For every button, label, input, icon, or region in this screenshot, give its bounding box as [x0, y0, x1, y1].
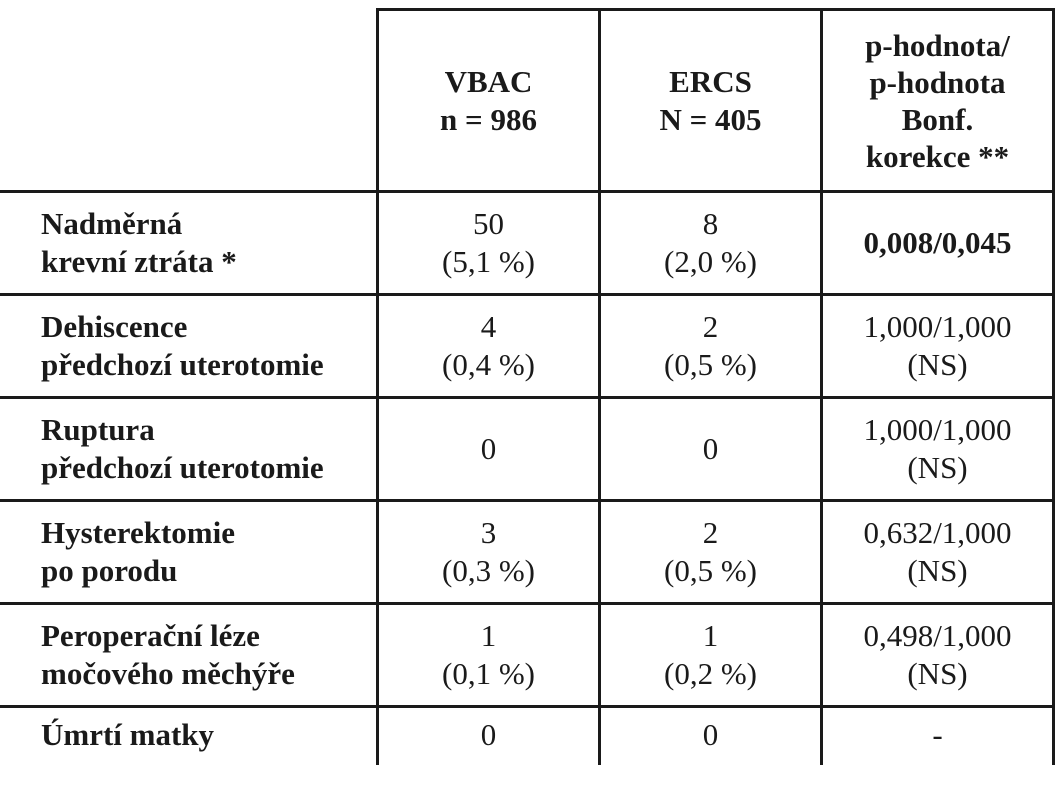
ercs-cell [600, 192, 822, 295]
vbac-cell [378, 295, 600, 398]
p-value-cell [822, 398, 1054, 501]
table-row [2, 398, 1054, 501]
p-significance: (NS) [907, 347, 968, 382]
row-label [2, 604, 378, 707]
results-table [0, 8, 1055, 765]
table-row [2, 604, 1054, 707]
row-label [2, 295, 378, 398]
p-value: - [932, 717, 943, 752]
p-value-cell [822, 192, 1054, 295]
row-label-line-2: předchozí uterotomie [41, 450, 324, 485]
header-p-line-3: Bonf. [901, 101, 974, 137]
header-ercs-line-1: ERCS [669, 63, 752, 99]
row-label-line-1: Nadměrná [41, 206, 183, 241]
ercs-cell [600, 398, 822, 501]
ercs-cell [600, 707, 822, 764]
header-p-value [822, 10, 1054, 192]
header-empty-cell [2, 10, 378, 192]
row-label [2, 501, 378, 604]
p-value-cell [822, 295, 1054, 398]
header-vbac-line-2: n = 986 [440, 101, 537, 137]
header-ercs-line-2: N = 405 [659, 101, 762, 137]
row-label [2, 398, 378, 501]
header-vbac-line-1: VBAC [444, 63, 533, 99]
vbac-count: 50 [473, 206, 504, 241]
vbac-percent: (0,4 %) [442, 347, 535, 382]
header-vbac [378, 10, 600, 192]
p-value: 0,498/1,000 [863, 618, 1012, 653]
ercs-count: 0 [702, 717, 719, 752]
table-row [2, 707, 1054, 764]
vbac-count: 4 [480, 309, 497, 344]
header-p-line-2: p-hodnota [869, 64, 1006, 100]
row-label-line-1: Hysterektomie [41, 515, 235, 550]
row-label-line-1: Dehiscence [41, 309, 188, 344]
header-p-line-4: korekce ** [865, 138, 1010, 174]
table-row [2, 192, 1054, 295]
p-value: 1,000/1,000 [863, 309, 1012, 344]
vbac-cell [378, 398, 600, 501]
p-value: 1,000/1,000 [863, 412, 1012, 447]
row-label [2, 192, 378, 295]
ercs-count: 2 [702, 515, 719, 550]
row-label-line-2: močového měchýře [41, 656, 295, 691]
p-value: 0,008/0,045 [863, 225, 1012, 260]
ercs-percent: (0,2 %) [664, 656, 757, 691]
p-value-cell [822, 707, 1054, 764]
vbac-cell [378, 501, 600, 604]
ercs-cell [600, 501, 822, 604]
ercs-count: 1 [702, 618, 719, 653]
vbac-percent: (5,1 %) [442, 244, 535, 279]
ercs-percent: (2,0 %) [664, 244, 757, 279]
p-value-cell [822, 604, 1054, 707]
table-header-row [2, 10, 1054, 192]
ercs-count: 8 [702, 206, 719, 241]
table-row [2, 501, 1054, 604]
vbac-cell [378, 192, 600, 295]
p-significance: (NS) [907, 656, 968, 691]
vbac-percent: (0,3 %) [442, 553, 535, 588]
row-label-line-2: krevní ztráta * [41, 244, 237, 279]
p-significance: (NS) [907, 450, 968, 485]
ercs-cell [600, 295, 822, 398]
header-p-line-1: p-hodnota/ [865, 27, 1010, 63]
ercs-percent: (0,5 %) [664, 553, 757, 588]
header-ercs [600, 10, 822, 192]
vbac-count: 0 [480, 717, 497, 752]
row-label-line-1: Peroperační léze [41, 618, 260, 653]
row-label-line-2: po porodu [41, 553, 178, 588]
ercs-cell [600, 604, 822, 707]
row-label [2, 707, 378, 764]
vbac-cell [378, 707, 600, 764]
table-row [2, 295, 1054, 398]
vbac-percent: (0,1 %) [442, 656, 535, 691]
vbac-count: 0 [480, 431, 497, 466]
vbac-count: 1 [480, 618, 497, 653]
row-label-line-1: Úmrtí matky [41, 717, 215, 752]
row-label-line-2: předchozí uterotomie [41, 347, 324, 382]
p-significance: (NS) [907, 553, 968, 588]
ercs-count: 2 [702, 309, 719, 344]
p-value-cell [822, 501, 1054, 604]
row-label-line-1: Ruptura [41, 412, 155, 447]
vbac-cell [378, 604, 600, 707]
ercs-percent: (0,5 %) [664, 347, 757, 382]
ercs-count: 0 [702, 431, 719, 466]
vbac-count: 3 [480, 515, 497, 550]
p-value: 0,632/1,000 [863, 515, 1012, 550]
